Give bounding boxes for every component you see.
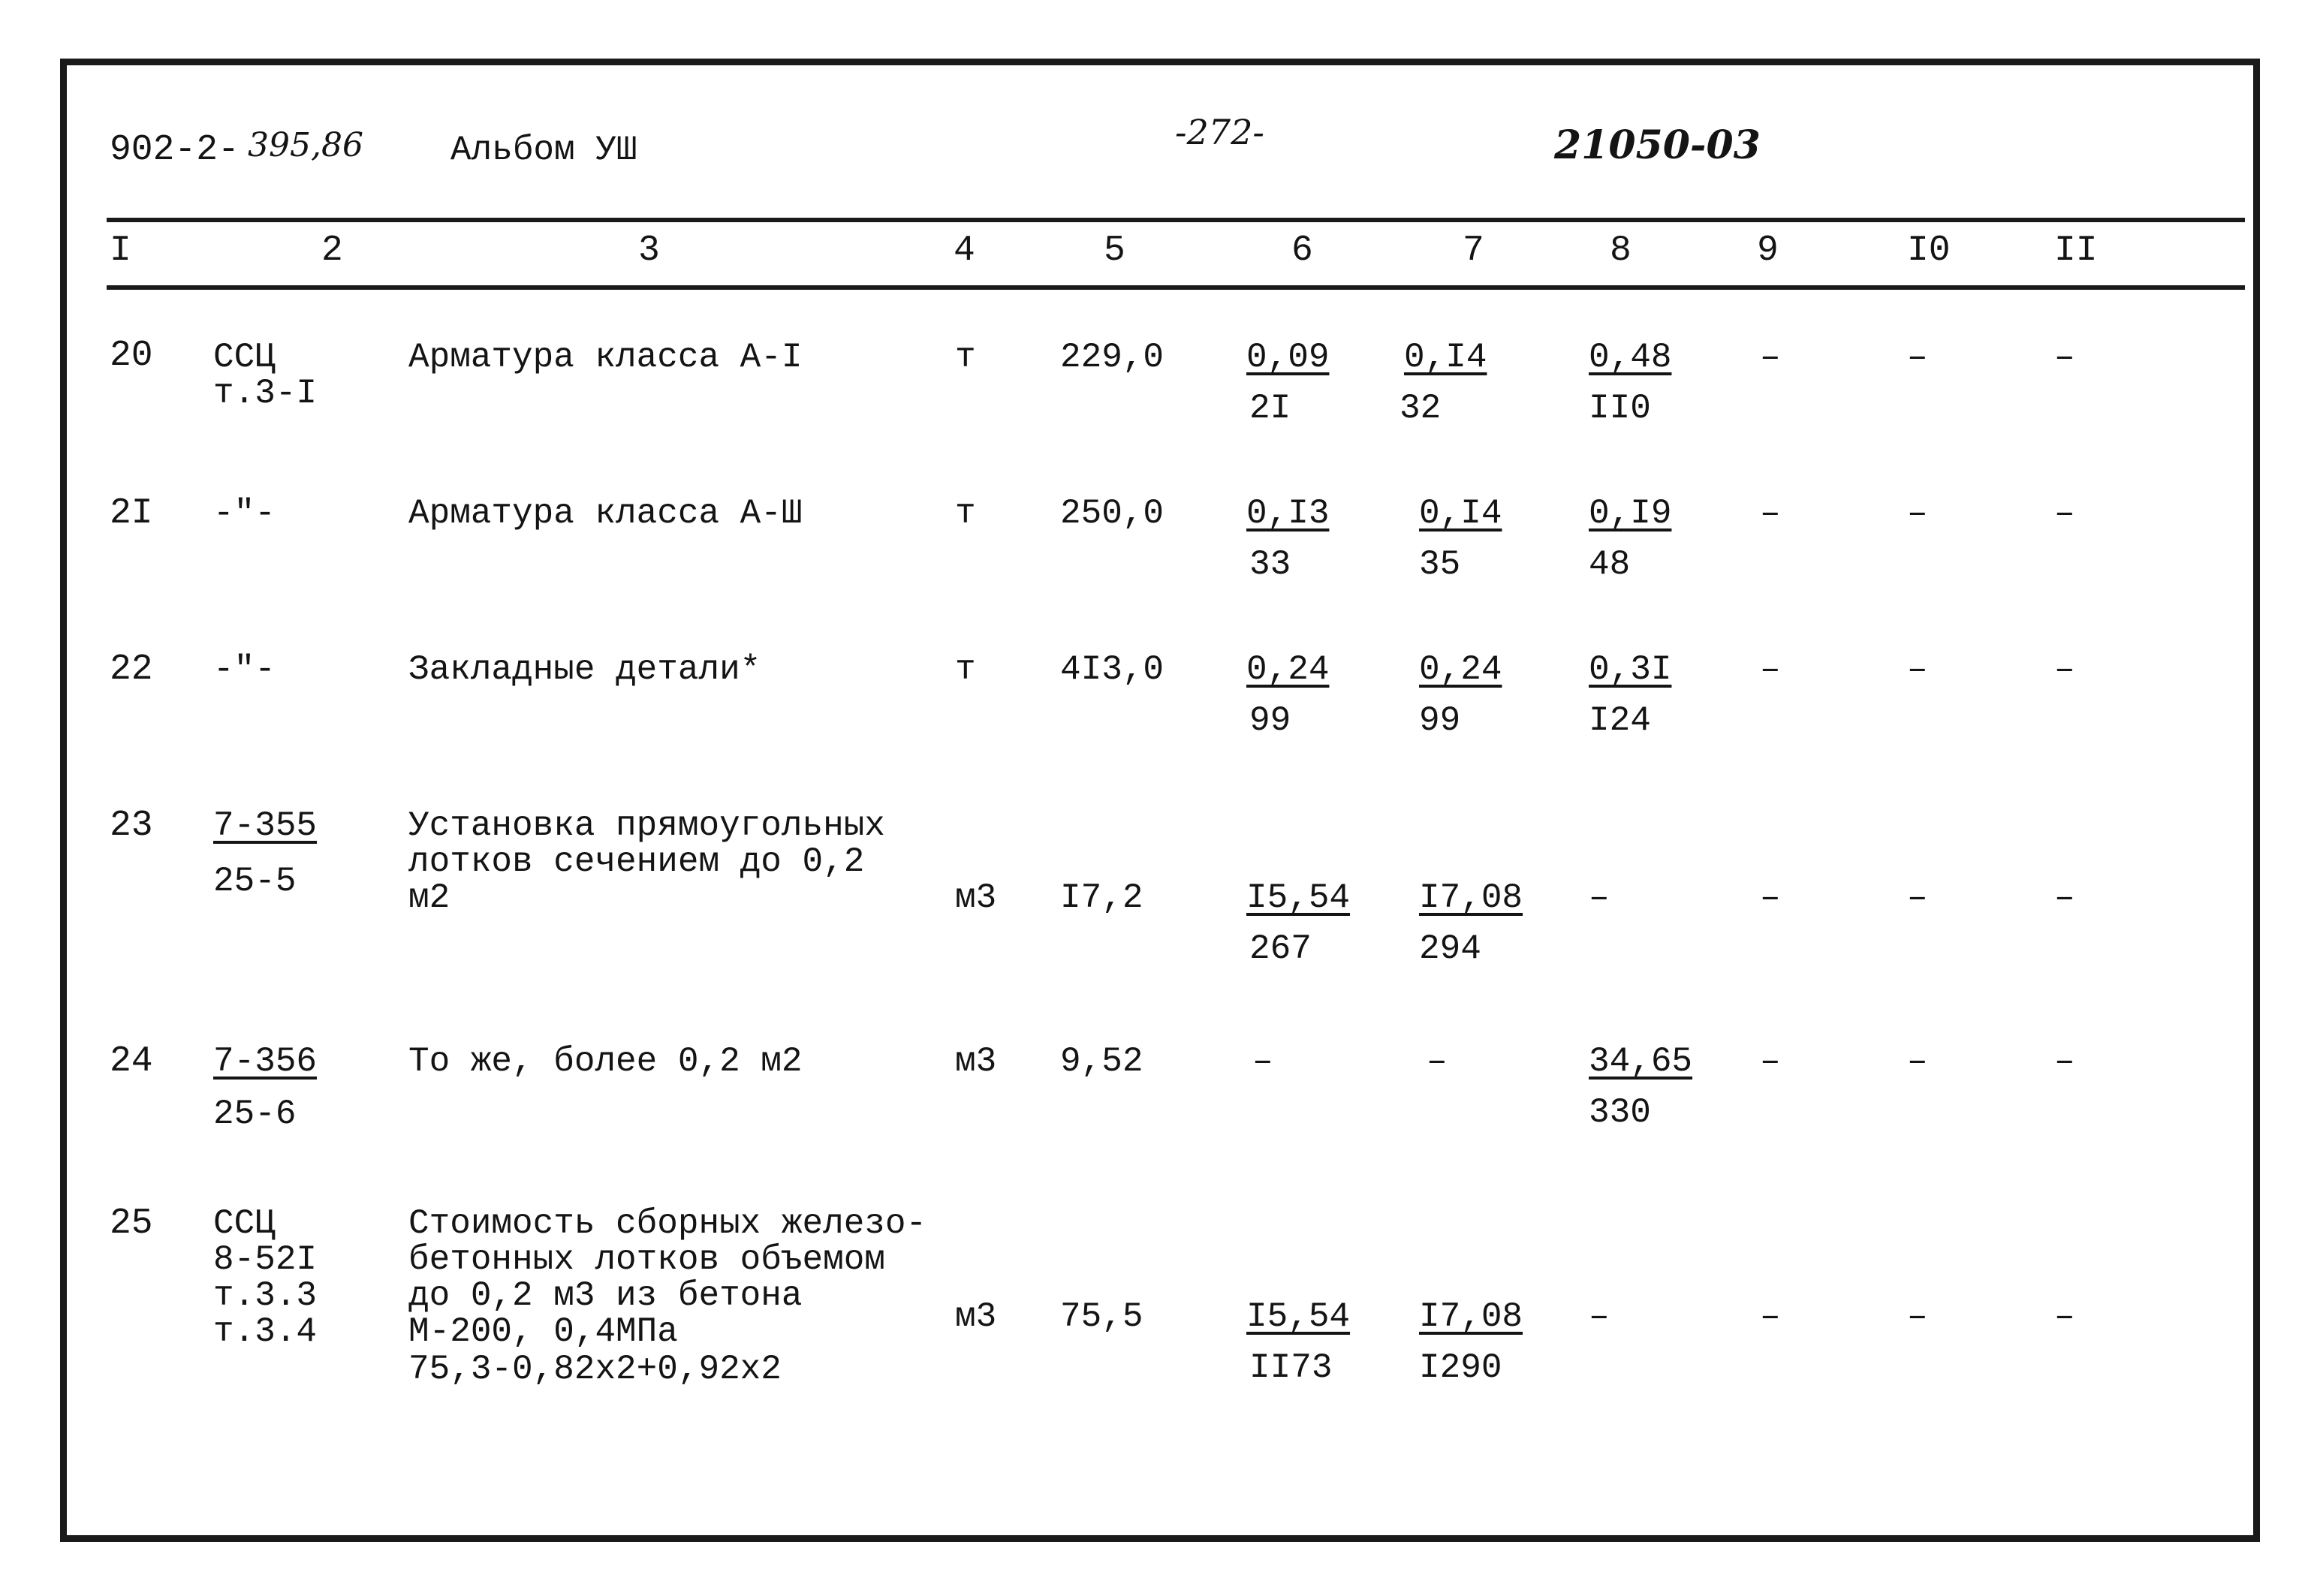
row-unit: т [955,494,976,533]
row-quantity: 250,0 [1060,494,1165,533]
cell-9: – [1760,338,1781,377]
row-number: 20 [110,336,153,376]
row-reference: ССЦ [213,338,276,377]
row-reference: ССЦ 8-52I т.3.3 т.3.4 [213,1204,318,1351]
column-header: 5 [1104,230,1125,271]
cell-8-top: 0,3I [1589,650,1672,689]
doc-code-handwritten: 395,86 [248,126,363,164]
row-number: 23 [110,806,153,846]
column-header: I0 [1907,230,1951,271]
row-description: То же, более 0,2 м2 [408,1042,803,1081]
cell-11: – [2054,1297,2075,1336]
cell-10: – [1907,338,1928,377]
cell-6-top: 0,24 [1246,650,1330,689]
column-header: 7 [1463,230,1484,271]
row-reference: -"- [213,650,276,689]
cell-6: – [1252,1042,1273,1081]
cell-8-bottom: I24 [1589,701,1651,740]
cell-10: – [1907,1297,1928,1336]
cell-9: – [1760,878,1781,917]
row-number: 25 [110,1203,153,1244]
row-quantity: 75,5 [1060,1297,1143,1336]
cell-7-top: 0,24 [1419,650,1502,689]
row-quantity: 4I3,0 [1060,650,1165,689]
cell-9: – [1760,1042,1781,1081]
row-number: 22 [110,649,153,690]
cell-6-top: 0,I3 [1246,494,1330,533]
cell-8: – [1589,1297,1610,1336]
column-header: 6 [1291,230,1313,271]
row-reference: -"- [213,494,276,533]
cell-11: – [2054,494,2075,533]
row-description: Арматура класса А-Ш [408,494,803,533]
row-unit: м3 [955,1297,997,1336]
cell-6-bottom: 2I [1249,389,1291,428]
header-rule-top [107,218,2245,222]
column-header: 2 [321,230,343,271]
row-number: 24 [110,1041,153,1082]
header-rule-bottom [107,285,2245,290]
cell-6-bottom: 267 [1249,929,1312,968]
row-reference: 7-355 [213,806,318,845]
document-number: 21050-03 [1554,122,1761,168]
cell-7-bottom: 99 [1419,701,1461,740]
cell-11: – [2054,650,2075,689]
page-number: -272- [1175,112,1264,152]
row-description: Установка прямоугольных лотков сечением до 0,2 м2 [408,806,885,917]
cell-7-bottom: 35 [1419,545,1461,584]
row-description: Арматура класса А-I [408,338,803,377]
column-header: 9 [1757,230,1779,271]
cell-8: – [1589,878,1610,917]
row-unit: м3 [955,1042,997,1081]
row-unit: м3 [955,878,997,917]
cell-9: – [1760,494,1781,533]
cell-11: – [2054,878,2075,917]
cell-6-bottom: 99 [1249,701,1291,740]
cell-6-top: 0,09 [1246,338,1330,377]
cell-10: – [1907,494,1928,533]
cell-10: – [1907,878,1928,917]
row-number: 2I [110,493,153,534]
column-header: I [110,230,131,271]
page-frame [60,59,2260,1542]
cell-11: – [2054,1042,2075,1081]
cell-7-top: 0,I4 [1404,338,1487,377]
cell-10: – [1907,1042,1928,1081]
cell-11: – [2054,338,2075,377]
album-label: Альбом УШ [450,131,637,170]
row-description: Стоимость сборных железо- бетонных лотков объемом до 0,2 м3 из бетона М-200, 0,4МПа [408,1204,927,1351]
column-header: 4 [954,230,975,271]
cell-7-bottom: 294 [1419,929,1481,968]
cell-8-top: 0,48 [1589,338,1672,377]
cell-10: – [1907,650,1928,689]
cell-7-bottom: I290 [1419,1348,1502,1387]
cell-7-top: I7,08 [1419,878,1523,917]
cell-9: – [1760,1297,1781,1336]
row-reference-sub: т.3-I [213,374,318,413]
row-reference: 7-356 [213,1042,318,1081]
row-unit: т [955,338,976,377]
cell-6-bottom: II73 [1249,1348,1333,1387]
cell-6-bottom: 33 [1249,545,1291,584]
column-header: 3 [638,230,660,271]
cell-9: – [1760,650,1781,689]
cell-7-top: I7,08 [1419,1297,1523,1336]
row-unit: т [955,650,976,689]
cell-8-bottom: 48 [1589,545,1631,584]
row-reference-sub: 25-5 [213,862,297,901]
column-header: 8 [1610,230,1632,271]
row-quantity: 9,52 [1060,1042,1143,1081]
row-reference-sub: 25-6 [213,1095,297,1134]
cell-8-bottom: II0 [1589,389,1651,428]
cell-8-top: 0,I9 [1589,494,1672,533]
cell-6-top: I5,54 [1246,878,1351,917]
cell-7-top: 0,I4 [1419,494,1502,533]
column-header: II [2054,230,2098,271]
cell-8-top: 34,65 [1589,1042,1693,1081]
cell-7: – [1427,1042,1448,1081]
row-quantity: I7,2 [1060,878,1143,917]
cell-6-top: I5,54 [1246,1297,1351,1336]
row-quantity: 229,0 [1060,338,1165,377]
row-description: Закладные детали* [408,650,761,689]
cell-7-bottom: 32 [1400,389,1442,428]
doc-code-prefix: 902-2- [110,130,240,170]
cell-8-bottom: 330 [1589,1093,1651,1132]
row-calculation: 75,3-0,82x2+0,92x2 [408,1350,782,1389]
